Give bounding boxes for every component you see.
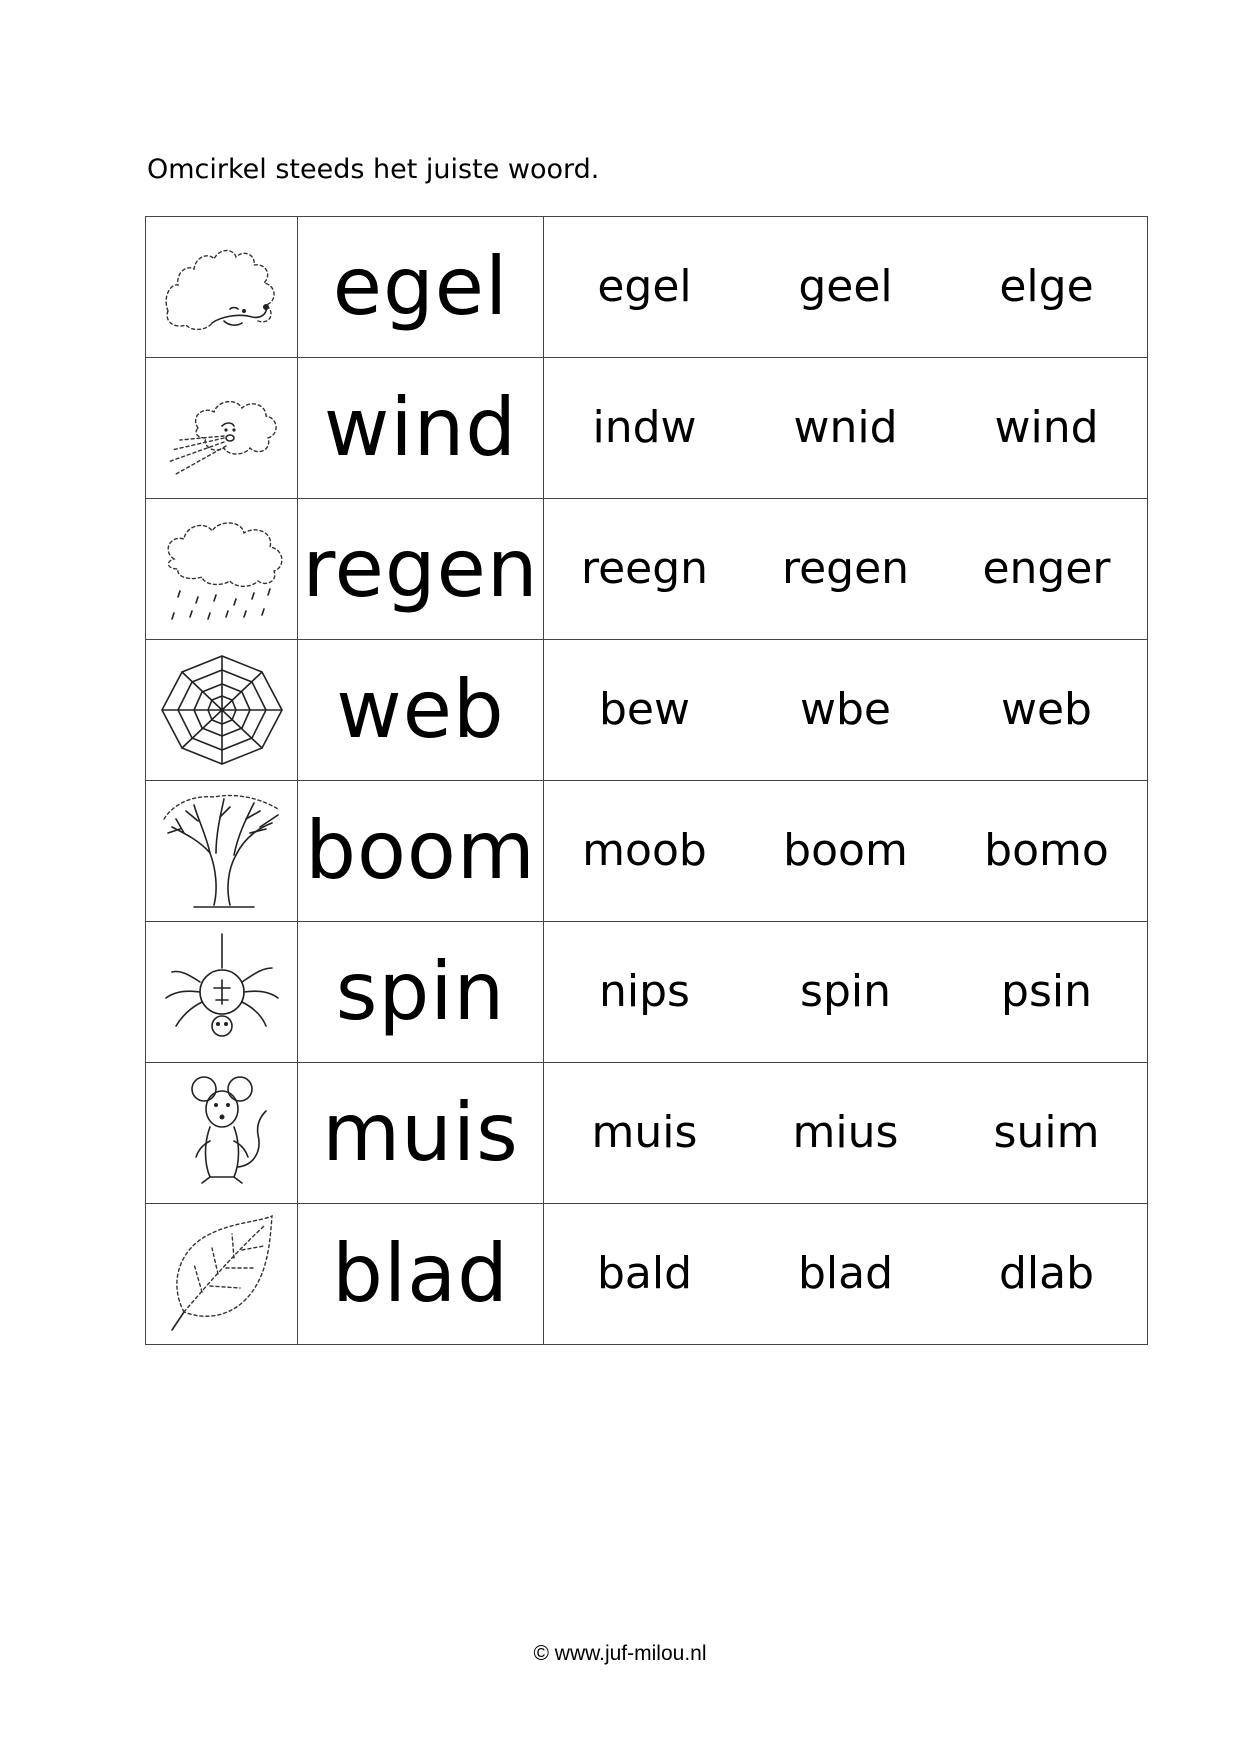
picture-cell [146,781,298,922]
table-row [146,1204,1148,1345]
word-cell [298,1204,544,1345]
option-word[interactable]: blad [797,1248,894,1299]
spider-icon [154,930,290,1054]
table-row [146,922,1148,1063]
hedgehog-icon [154,225,290,349]
options-cell [544,499,1148,640]
option-word[interactable]: egel [597,261,692,312]
option-word[interactable]: nips [599,966,690,1017]
target-word: wind [323,381,518,474]
options-cell [544,781,1148,922]
table-row [146,217,1148,358]
option-word[interactable]: boom [783,825,908,876]
option-word[interactable]: elge [999,261,1094,312]
option-word[interactable]: moob [582,825,707,876]
target-word: spin [335,945,506,1038]
target-word: web [336,663,505,756]
option-word[interactable]: wbe [800,684,891,735]
rain-cloud-icon [154,507,290,631]
table-row [146,358,1148,499]
picture-cell [146,1063,298,1204]
word-cell [298,640,544,781]
table-row [146,499,1148,640]
option-word[interactable]: regen [781,543,910,594]
picture-cell [146,922,298,1063]
option-word[interactable]: web [1001,684,1092,735]
option-word[interactable]: bew [599,684,690,735]
options-cell [544,922,1148,1063]
target-word: blad [332,1227,509,1320]
spider-web-icon [154,648,290,772]
word-table [145,216,1148,1345]
word-cell [298,499,544,640]
picture-cell [146,217,298,358]
picture-cell [146,1204,298,1345]
leaf-icon [154,1212,290,1336]
option-word[interactable]: spin [800,966,891,1017]
table-row [146,781,1148,922]
wind-cloud-icon [154,366,290,490]
copyright-footer: © www.juf-milou.nl [533,1642,707,1665]
options-cell [544,358,1148,499]
option-word[interactable]: bald [596,1248,693,1299]
table-row [146,640,1148,781]
options-cell [544,1204,1148,1345]
option-word[interactable]: bomo [984,825,1109,876]
option-word[interactable]: enger [982,543,1111,594]
target-word: regen [302,522,539,615]
target-word: egel [332,240,509,333]
mouse-icon [154,1071,290,1195]
option-word[interactable]: reegn [580,543,709,594]
option-word[interactable]: psin [1001,966,1092,1017]
option-word[interactable]: suim [993,1107,1100,1158]
options-cell [544,640,1148,781]
option-word[interactable]: mius [792,1107,899,1158]
option-word[interactable]: dlab [998,1248,1095,1299]
picture-cell [146,640,298,781]
option-word[interactable]: muis [591,1107,698,1158]
option-word[interactable]: wnid [793,402,898,453]
word-cell [298,922,544,1063]
option-word[interactable]: geel [798,261,893,312]
target-word: boom [305,804,536,897]
word-cell [298,1063,544,1204]
word-cell [298,358,544,499]
options-cell [544,217,1148,358]
word-cell [298,781,544,922]
option-word[interactable]: indw [592,402,697,453]
instruction-text: Omcirkel steeds het juiste woord. [147,154,600,185]
option-word[interactable]: wind [994,402,1099,453]
picture-cell [146,358,298,499]
target-word: muis [322,1086,519,1179]
picture-cell [146,499,298,640]
tree-icon [154,789,290,913]
options-cell [544,1063,1148,1204]
word-cell [298,217,544,358]
table-row [146,1063,1148,1204]
